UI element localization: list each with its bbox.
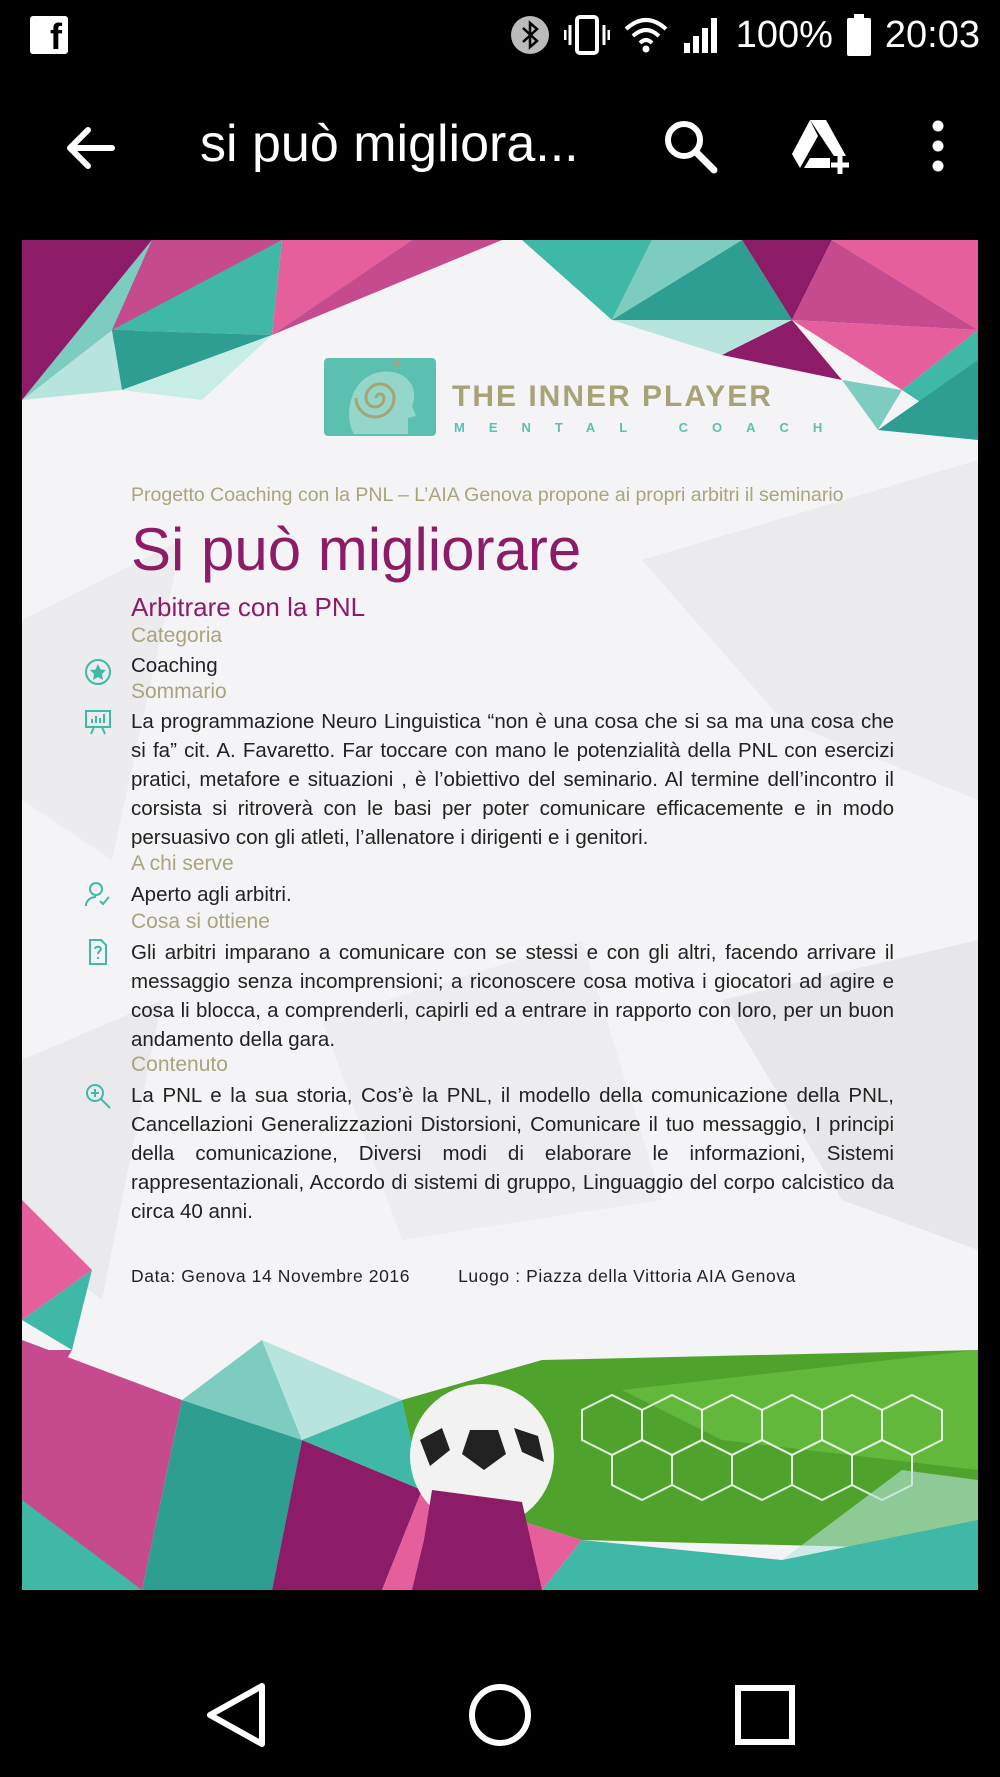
drive-add-icon[interactable] — [790, 116, 850, 176]
section-label-contenuto: Contenuto — [131, 1053, 228, 1076]
section-label-a-chi-serve: A chi serve — [131, 852, 234, 875]
back-arrow-icon[interactable] — [62, 120, 118, 176]
user-check-icon — [84, 880, 112, 908]
battery-percentage: 100% — [735, 13, 833, 56]
event-date: Data: Genova 14 Novembre 2016 — [131, 1266, 411, 1286]
bluetooth-icon — [510, 15, 550, 55]
navigation-bar — [0, 1640, 1000, 1777]
zoom-in-icon — [84, 1082, 112, 1110]
event-footer — [131, 1266, 796, 1287]
section-text-categoria: Coaching — [131, 654, 218, 677]
document-page[interactable] — [22, 240, 978, 1590]
logo-title: THE INNER PLAYER — [452, 380, 773, 413]
more-vert-icon[interactable] — [908, 116, 968, 176]
battery-icon — [847, 14, 871, 56]
clock: 20:03 — [884, 13, 980, 56]
status-bar — [0, 0, 1000, 68]
signal-icon — [682, 15, 722, 55]
section-label-sommario: Sommario — [131, 680, 227, 703]
section-text-sommario: La programmazione Neuro Linguistica “non è una cosa che si sa ma una cosa che si fa” cit. A. Favaretto. Far toccare con mano le potenzialità della PNL con esercizi pratici, metafore e situazioni , è l’obiettivo del seminario. Al termine dell’incontro il corsista si ritroverà con le basi per poter comunicare efficacemente e in modo persuasivo con gli atleti, l’allenatore i dirigenti e i genitori. — [131, 710, 894, 849]
document-question-icon — [84, 938, 112, 966]
wifi-icon — [624, 15, 668, 55]
document-title: si può migliora... — [200, 115, 579, 173]
section-text-a-chi-serve: Aperto agli arbitri. — [131, 883, 292, 906]
section-label-cosa-si-ottiene: Cosa si ottiene — [131, 910, 270, 933]
presentation-chart-icon — [84, 708, 112, 736]
star-badge-icon — [84, 658, 112, 686]
app-bar — [0, 68, 1000, 228]
section-text-cosa-si-ottiene: Gli arbitri imparano a comunicare con se stessi e con gli altri, facendo arrivare il messaggio senza incomprensioni; a riconoscere cosa motiva i giocatori ad agire e cosa li blocca, a comprenderli, capirli ed a entrare in rapporto con loro, per un buon andamento della gara. — [131, 941, 894, 1051]
logo-head-icon — [324, 358, 436, 436]
intro-text: Progetto Coaching con la PNL – L’AIA Genova propone ai propri arbitri il seminario — [131, 484, 844, 506]
document-subheadline: Arbitrare con la PNL — [131, 592, 366, 622]
section-text-contenuto: La PNL e la sua storia, Cos’è la PNL, il modello della comunicazione della PNL, Cancellazioni Generalizzazioni Distorsioni, Comunicare il tuo messaggio, I principi della comunicazione, Diversi modi di elaborare le informazioni, Sistemi rappresentazionali, Accordo di sistemi di gruppo, Linguaggio del corpo calcistico da circa 40 anni. — [131, 1084, 894, 1223]
logo-subtitle: MENTAL COACH — [454, 420, 847, 435]
nav-back-icon[interactable] — [202, 1680, 272, 1750]
facebook-notification-icon: f — [30, 16, 68, 54]
search-icon[interactable] — [660, 116, 720, 176]
nav-recents-icon[interactable] — [730, 1680, 800, 1750]
vibrate-icon — [564, 13, 610, 57]
inner-player-logo — [324, 340, 847, 450]
status-icons — [510, 8, 980, 62]
document-headline: Si può migliorare — [131, 516, 582, 583]
event-place: Luogo : Piazza della Vittoria AIA Genova — [458, 1266, 797, 1286]
nav-home-icon[interactable] — [465, 1680, 535, 1750]
section-label-categoria: Categoria — [131, 624, 223, 647]
